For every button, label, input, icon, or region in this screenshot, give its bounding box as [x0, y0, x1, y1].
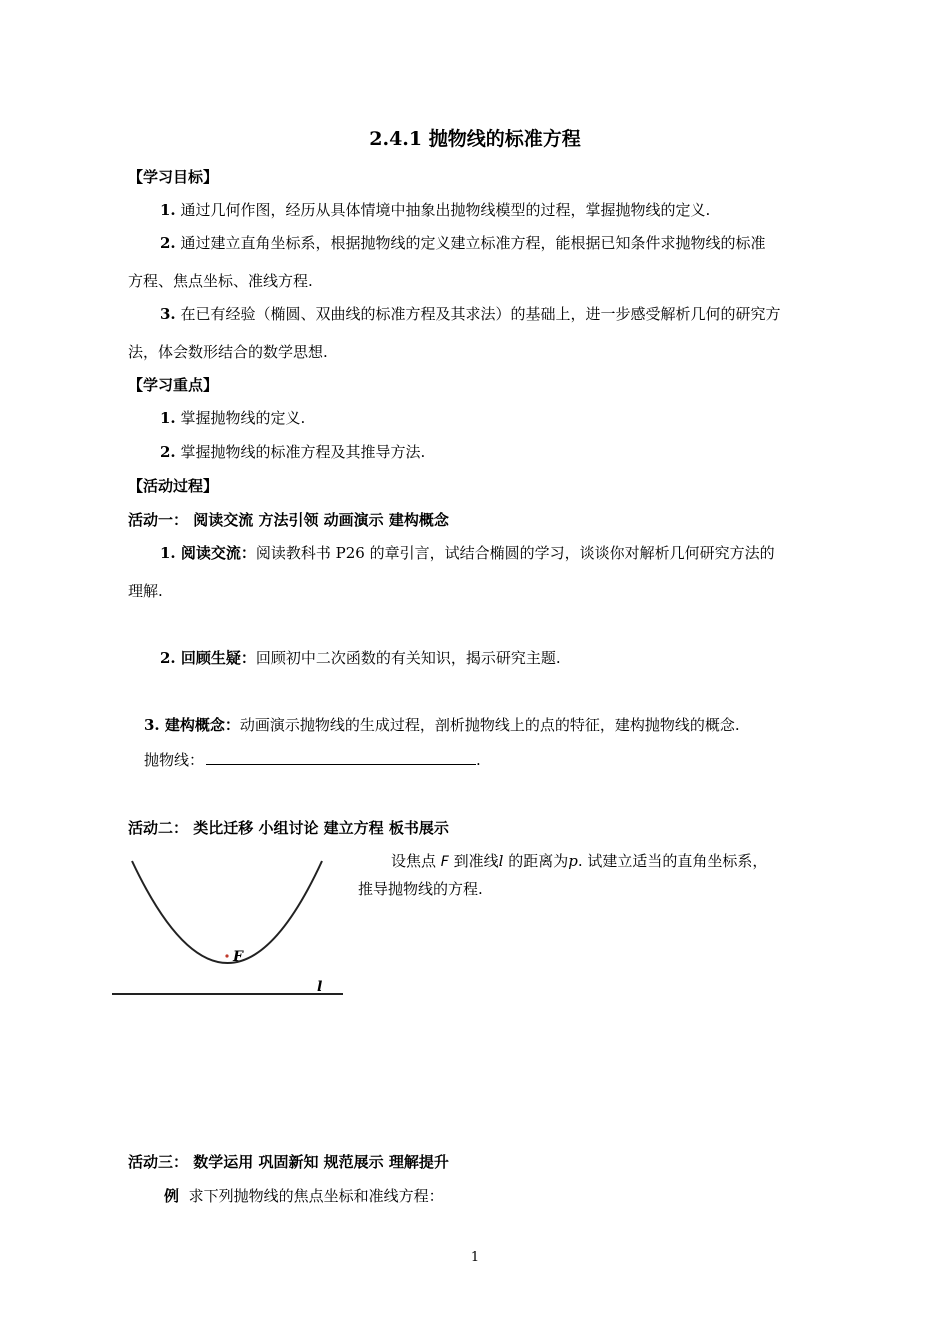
fill-in-label: 抛物线：	[144, 751, 205, 769]
review-label: 2. 回顾生疑：	[160, 649, 256, 667]
focus-header: 【学习重点】	[128, 376, 219, 394]
focus-item-1	[160, 407, 305, 428]
activity-1-paragraph-3	[144, 714, 740, 735]
concept-label: 3. 建构概念：	[144, 716, 240, 734]
fill-in-period: .	[476, 751, 481, 769]
concept-text: 动画演示抛物线的生成过程，剖析抛物线上的点的特征，建构抛物线的概念.	[239, 716, 740, 734]
process-header: 【活动过程】	[128, 477, 219, 495]
goal-item-1	[160, 199, 710, 220]
setup-text-b: 到准线	[453, 852, 499, 870]
goal-2-line-2: 方程、焦点坐标、准线方程.	[128, 272, 313, 290]
setup-text-c: 的距离为	[508, 852, 569, 870]
reading-text-line-1: 阅读教科书 P26 的章引言，试结合椭圆的学习，谈谈你对解析几何研究方法的	[255, 544, 775, 562]
parabola-curve	[132, 861, 322, 963]
parabola-figure	[110, 855, 350, 1005]
focus-variable: F	[440, 854, 449, 870]
goal-item-3	[160, 303, 780, 324]
activity-2-text-line-1	[391, 850, 767, 871]
goals-header: 【学习目标】	[128, 168, 219, 186]
focus-point	[225, 954, 228, 957]
goal-2-number: 2.	[160, 234, 176, 252]
page-title: 2.4.1 抛物线的标准方程	[369, 128, 581, 150]
goal-item-2	[160, 232, 765, 253]
setup-text-a: 设焦点	[391, 852, 437, 870]
goal-3-number: 3.	[160, 305, 176, 323]
focus-1-number: 1.	[160, 409, 176, 427]
example-text: 求下列抛物线的焦点坐标和准线方程：	[188, 1187, 444, 1205]
focus-2-text: 掌握抛物线的标准方程及其推导方法.	[180, 443, 426, 461]
activity-1-paragraph-1	[160, 542, 775, 563]
focus-item-2	[160, 441, 425, 462]
goal-1-number: 1.	[160, 201, 176, 219]
activity-3-title: 活动三： 数学运用 巩固新知 规范展示 理解提升	[128, 1153, 449, 1171]
directrix-label: l	[317, 979, 323, 995]
goal-3-line-2: 法，体会数形结合的数学思想.	[128, 343, 328, 361]
goal-2-line-1: 通过建立直角坐标系，根据抛物线的定义建立标准方程，能根据已知条件求抛物线的标准	[180, 234, 766, 252]
goal-1-text: 通过几何作图，经历从具体情境中抽象出抛物线模型的过程，掌握抛物线的定义.	[180, 201, 711, 219]
review-text: 回顾初中二次函数的有关知识，揭示研究主题.	[255, 649, 561, 667]
activity-2-title: 活动二： 类比迁移 小组讨论 建立方程 板书展示	[128, 819, 449, 837]
activity-2-text-line-2: 推导抛物线的方程.	[358, 880, 483, 898]
reading-label: 1. 阅读交流：	[160, 544, 256, 562]
distance-variable: p	[568, 852, 578, 870]
goal-3-line-1: 在已有经验（椭圆、双曲线的标准方程及其求法）的基础上，进一步感受解析几何的研究方	[180, 305, 781, 323]
focus-2-number: 2.	[160, 443, 176, 461]
example-label: 例	[164, 1187, 180, 1205]
activity-1-paragraph-2	[160, 647, 561, 668]
activity-1-title: 活动一： 阅读交流 方法引领 动画演示 建构概念	[128, 511, 449, 529]
directrix-variable: l	[498, 852, 504, 870]
page-number: 1	[470, 1250, 480, 1265]
setup-text-d: . 试建立适当的直角坐标系，	[577, 852, 768, 870]
example-line	[164, 1185, 444, 1206]
parabola-fill-in	[144, 749, 481, 770]
reading-text-line-2: 理解.	[128, 582, 163, 600]
focus-1-text: 掌握抛物线的定义.	[180, 409, 306, 427]
focus-label: F	[233, 949, 243, 965]
fill-in-blank-line	[206, 750, 476, 765]
